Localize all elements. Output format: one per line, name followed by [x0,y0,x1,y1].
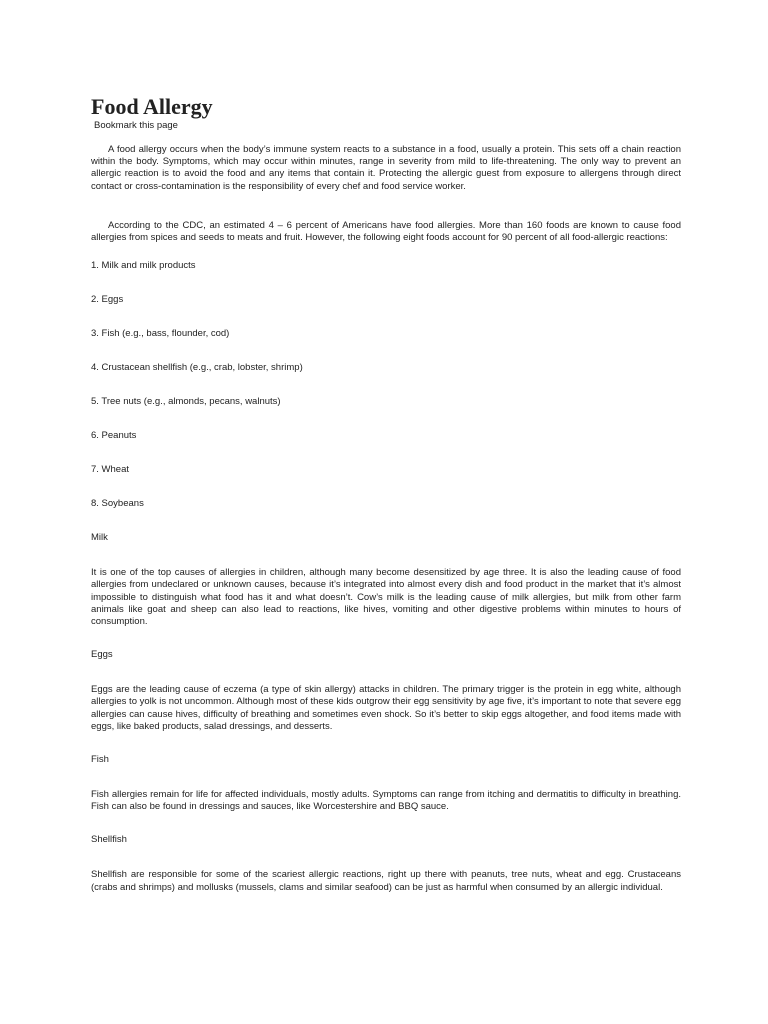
bookmark-link[interactable]: Bookmark this page [94,120,178,131]
list-item: 3. Fish (e.g., bass, flounder, cod) [91,328,230,340]
section-body-shellfish: Shellfish are responsible for some of the scariest allergic reactions, right up there with peanuts, tree nuts, wheat and egg. Crustaceans (crabs and shrimps) and mollusks (mussels, clams and similar seafood) can be just as harmful when consumed by an allergic individual. [91,869,681,893]
section-heading-fish: Fish [91,754,109,766]
section-body-milk: It is one of the top causes of allergies in children, although many become desensitized by age three. It is also the leading cause of food allergies from undeclared or unknown causes, because it’s integrated into almost every dish and food product in the market that it’s almost impossible to distinguish what food has it and what doesn’t. Cow’s milk is the leading cause of milk allergies, but milk from other farm animals like goat and sheep can also lead to reactions, like hives, vomiting and other digestive problems within minutes to hours of consumption. [91,567,681,628]
section-body-eggs: Eggs are the leading cause of eczema (a type of skin allergy) attacks in children. The primary trigger is the protein in egg white, although allergies to yolk is not uncommon. Although most of these kids outgrow their egg sensitivity by age five, it’s important to note that severe egg allergies can cause hives, difficulty of breathing and sometimes even shock. So it’s better to skip eggs altogether, and food items made with eggs, like baked products, salad dressings, and desserts. [91,684,681,732]
section-heading-milk: Milk [91,532,108,544]
intro-paragraph: A food allergy occurs when the body’s immune system reacts to a substance in a food, usually a protein. This sets off a chain reaction within the body. Symptoms, which may occur within minutes, range in severity from mild to life-threatening. The only way to prevent an allergic reaction is to avoid the food and any items that contain it. Protecting the allergic guest from exposure to allergens through direct contact or cross-contamination is the responsibility of every chef and food service worker. [91,144,681,192]
list-item: 5. Tree nuts (e.g., almonds, pecans, walnuts) [91,396,281,408]
section-heading-shellfish: Shellfish [91,834,127,846]
allergen-list [91,260,681,532]
list-item: 1. Milk and milk products [91,260,196,272]
cdc-paragraph: According to the CDC, an estimated 4 – 6 percent of Americans have food allergies. More than 160 foods are known to cause food allergies from spices and seeds to meats and fruit. However, the following eight foods account for 90 percent of all food-allergic reactions: [91,219,681,244]
section-body-fish: Fish allergies remain for life for affected individuals, mostly adults. Symptoms can range from itching and dermatitis to difficulty in breathing. Fish can also be found in dressings and sauces, like Worcestershire and BBQ sauce. [91,789,681,813]
list-item: 2. Eggs [91,294,124,306]
list-item: 6. Peanuts [91,430,137,442]
section-heading-eggs: Eggs [91,649,113,661]
list-item: 4. Crustacean shellfish (e.g., crab, lobster, shrimp) [91,362,303,374]
page-title: Food Allergy [91,94,213,119]
list-item: 8. Soybeans [91,498,144,510]
list-item: 7. Wheat [91,464,130,476]
